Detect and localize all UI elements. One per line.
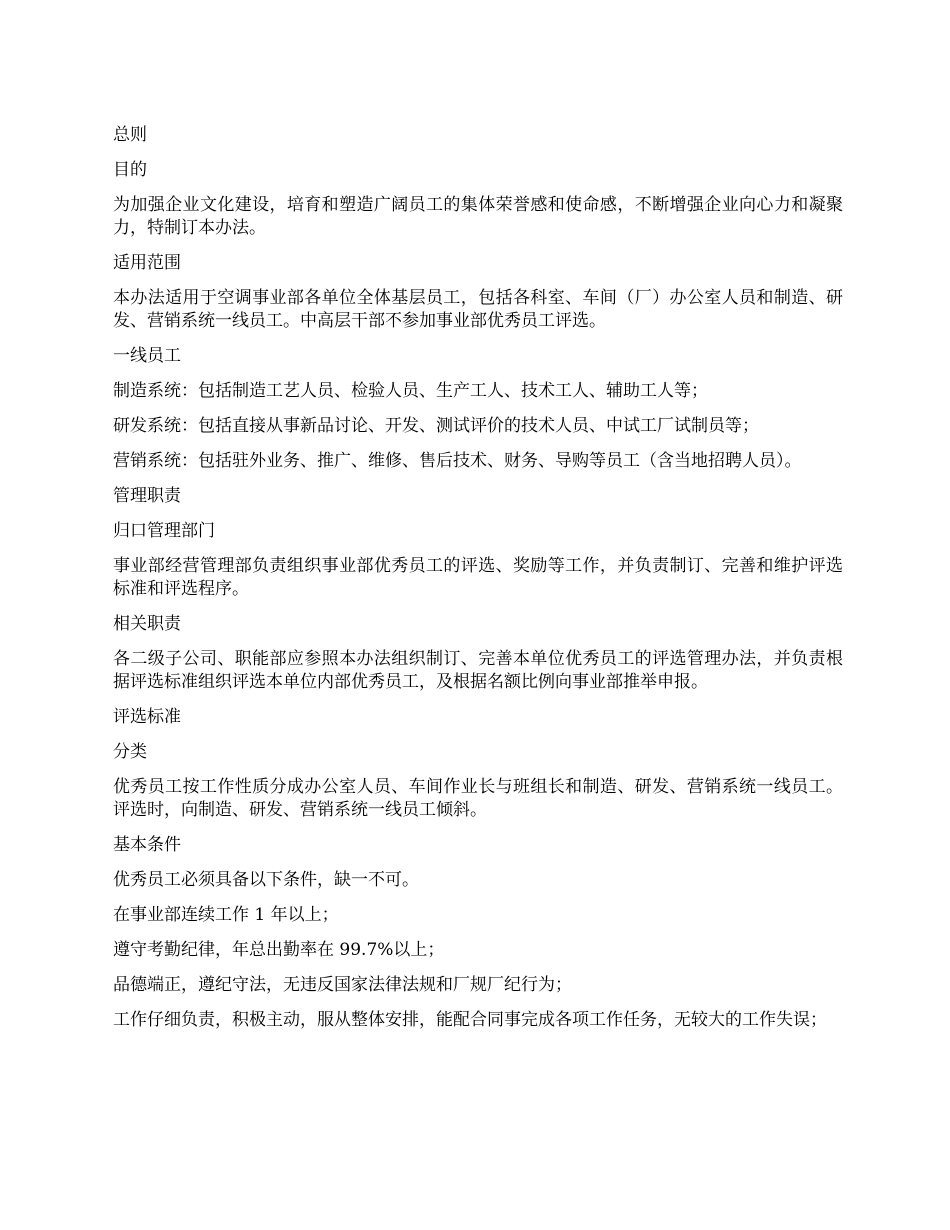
heading-purpose: 目的 [113, 160, 147, 180]
list-item-attendance: 遵守考勤纪律，年总出勤率在 99.7%以上； [113, 940, 445, 960]
list-item-tenure: 在事业部连续工作 1 年以上； [113, 905, 339, 925]
heading-management-duties: 管理职责 [113, 486, 181, 506]
paragraph-scope: 本办法适用于空调事业部各单位全体基层员工，包括各科室、车间（厂）办公室人员和制造、研发、营销系统一线员工。中高层干部不参加事业部优秀员工评选。 [113, 288, 843, 331]
paragraph-manufacturing-system: 制造系统：包括制造工艺人员、检验人员、生产工人、技术工人、辅助工人等； [113, 381, 708, 401]
heading-frontline-staff: 一线员工 [113, 346, 181, 366]
heading-responsible-department: 归口管理部门 [113, 521, 215, 541]
paragraph-classification: 优秀员工按工作性质分成办公室人员、车间作业长与班组长和制造、研发、营销系统一线员工。评选时，向制造、研发、营销系统一线员工倾斜。 [113, 777, 843, 820]
heading-classification: 分类 [113, 742, 147, 762]
heading-related-duties: 相关职责 [113, 614, 181, 634]
paragraph-purpose: 为加强企业文化建设，培育和塑造广阔员工的集体荣誉感和使命感，不断增强企业向心力和凝聚力，特制订本办法。 [113, 195, 843, 238]
heading-basic-conditions: 基本条件 [113, 835, 181, 855]
list-item-conduct: 品德端正，遵纪守法，无违反国家法律法规和厂规厂纪行为； [113, 975, 572, 995]
document-body [113, 124, 843, 1044]
heading-general: 总则 [113, 125, 147, 145]
paragraph-basic-conditions: 优秀员工必须具备以下条件，缺一不可。 [113, 870, 419, 890]
heading-scope: 适用范围 [113, 253, 181, 273]
paragraph-rnd-system: 研发系统：包括直接从事新品讨论、开发、测试评价的技术人员、中试工厂试制员等； [113, 416, 759, 436]
list-item-work-attitude: 工作仔细负责，积极主动，服从整体安排，能配合同事完成各项工作任务，无较大的工作失误； [113, 1010, 827, 1030]
heading-selection-criteria: 评选标准 [113, 707, 181, 727]
paragraph-responsible-department: 事业部经营管理部负责组织事业部优秀员工的评选、奖励等工作，并负责制订、完善和维护评选标准和评选程序。 [113, 556, 843, 599]
paragraph-marketing-system: 营销系统：包括驻外业务、推广、维修、售后技术、财务、导购等员工（含当地招聘人员）。 [113, 451, 802, 471]
paragraph-related-duties: 各二级子公司、职能部应参照本办法组织制订、完善本单位优秀员工的评选管理办法，并负责根据评选标准组织评选本单位内部优秀员工，及根据名额比例向事业部推举申报。 [113, 649, 843, 692]
